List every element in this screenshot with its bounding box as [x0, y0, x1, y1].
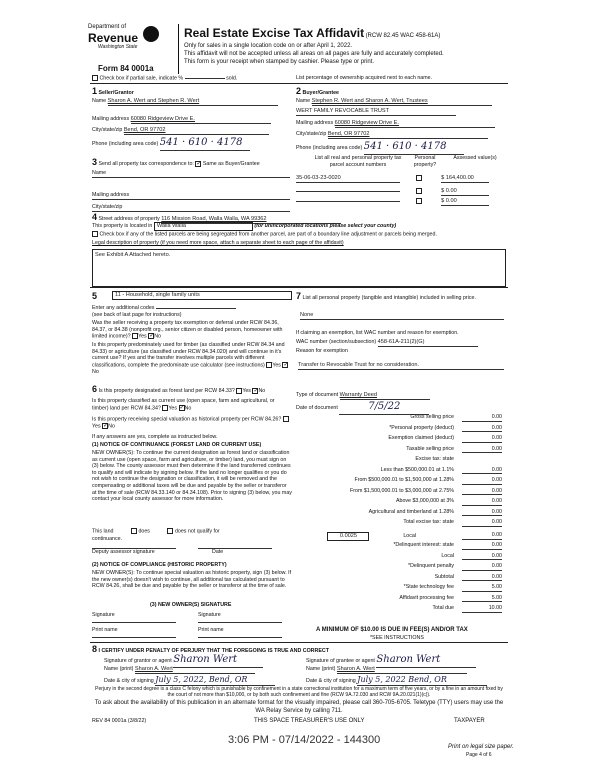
grantor-date[interactable]: July 5, 2022, Bend, OR: [155, 675, 275, 686]
partial-sale-row: [92, 75, 237, 82]
dept-line1: Department of: [88, 24, 127, 30]
grantor-name-label: Name (print): [104, 666, 134, 672]
tax-row-value[interactable]: 0.00: [462, 574, 502, 582]
buyer-mail[interactable]: 60080 Ridgeview Drive E.: [335, 120, 495, 128]
tax-row-label: *State technology fee: [403, 584, 454, 590]
parcel-header-personal: Personal property?: [413, 155, 437, 168]
notice2-title: (2) NOTICE OF COMPLIANCE (HISTORIC PROPERTY): [92, 562, 227, 568]
segregated-label: Check box if any of the listed parcels are being segregated from another parcel, are part of a boundary line adjustment or parcels being merged.: [99, 231, 437, 238]
corr-city-label: City/state/zip: [92, 204, 123, 210]
buyer-name-label: Name: [296, 98, 311, 104]
seller-city[interactable]: Bend, OR 97702: [124, 127, 269, 135]
minimum-due: A MINIMUM OF $10.00 IS DUE IN FEE(S) AND/OR TAX: [316, 627, 468, 633]
grantee-date[interactable]: July 5, 2022 Bend, OR: [357, 675, 487, 686]
no-checkbox-checked[interactable]: ✓: [103, 423, 109, 430]
buyer-name1[interactable]: Stephen R. Wert and Sharon A. Wert, Trustees: [312, 98, 492, 106]
tax-row-value[interactable]: 0.00: [462, 488, 502, 496]
tax-row-label: *Delinquent penalty: [408, 563, 454, 569]
tax-row-label: Gross selling price: [410, 414, 454, 420]
tax-row: [296, 605, 506, 616]
parcel-row: [296, 195, 506, 206]
form-title: [184, 26, 440, 41]
wac-label: WAC number (section/subsection): [296, 339, 377, 345]
no-label: No: [92, 368, 99, 375]
assessed-value[interactable]: $ 164,400.00: [441, 175, 489, 183]
no-checkbox-checked[interactable]: ✓: [179, 404, 185, 411]
q-forest: Is this property designated as forest land per RCW 84.33?: [98, 388, 235, 394]
seller-city-label: City/state/zip: [92, 127, 123, 133]
taxpayer-label: TAXPAYER: [454, 718, 485, 724]
perjury-text: Perjury in the second degree is a class C felony which is punishable by confinement in a state correctional institution for a maximum term of five years, or by a fine in an amount fixed by the court of not more than $10,000, or by both such confinement and fine (RCW 9A.72.030 and RCW 9A.20.021(1)(c)).: [95, 686, 503, 699]
seller-phone[interactable]: 541 · 610 · 4178: [160, 137, 250, 151]
located-label: This property is located in: [92, 223, 153, 229]
tax-row: [296, 595, 506, 606]
tax-row-value[interactable]: 0.00: [462, 498, 502, 506]
see-instructions: *SEE INSTRUCTIONS: [370, 635, 424, 641]
this-land: This land: [92, 528, 114, 535]
reason-label: Reason for exemption: [296, 348, 348, 354]
tax-row: [296, 584, 506, 595]
print2-label: Print name: [198, 627, 224, 633]
buyer-phone-label: Phone (including area code): [296, 145, 363, 151]
grantee-signature[interactable]: Sharon Wert: [376, 654, 476, 668]
doc-date-value[interactable]: 7/5/22: [339, 401, 429, 415]
certify-text: I CERTIFY UNDER PENALTY OF PERJURY THAT THE FOREGOING IS TRUE AND CORRECT: [98, 648, 329, 654]
assessed-value[interactable]: $ 0.00: [441, 198, 489, 206]
personal-checkbox[interactable]: [416, 175, 422, 181]
tax-row-label: *Personal property (deduct): [389, 424, 454, 431]
tax-row-label: Excise tax: state: [415, 456, 454, 462]
tax-row-label: Affidavit processing fee: [399, 594, 454, 601]
partial-label: Check box if partial sale, indicate %: [99, 75, 184, 82]
tax-row-label: Total due: [432, 605, 454, 611]
notice1-title: (1) NOTICE OF CONTINUANCE (FOREST LAND OR CURRENT USE): [92, 442, 262, 448]
notice3-title: (3) NEW OWNER(S) SIGNATURE: [150, 602, 232, 608]
tax-row: [296, 488, 506, 499]
form-number: Form 84 0001a: [98, 64, 154, 73]
tax-calculation-2: [296, 542, 506, 616]
local-rate[interactable]: 0.0025: [327, 532, 369, 541]
rcw-ref: (RCW 82.45 WAC 458-61A): [365, 33, 441, 39]
time-stamp: 3:06 PM - 07/14/2022 - 144300: [228, 734, 381, 746]
title-text: Real Estate Excise Tax Affidavit: [184, 26, 365, 40]
reason-value[interactable]: Transfer to Revocable Trust for no consideration.: [298, 362, 504, 370]
tax-row: [296, 477, 506, 488]
tax-row-label: Total excise tax: state: [403, 519, 454, 525]
tax-calculation: [296, 414, 506, 530]
parcel-number[interactable]: 35-06-03-23-0020: [296, 175, 400, 183]
does-checkbox[interactable]: [131, 528, 137, 534]
tax-row-value[interactable]: 0.00: [462, 542, 502, 550]
parcel-number[interactable]: [296, 195, 400, 202]
tax-row-label: Agricultural and timberland at 1.28%: [368, 508, 454, 515]
dept-line2: Revenue: [88, 30, 139, 45]
continuance: continuance.: [92, 536, 123, 542]
no-label: No: [154, 333, 161, 340]
buyer-phone[interactable]: 541 · 610 · 4178: [364, 141, 464, 155]
no-checkbox-checked[interactable]: ✓: [283, 361, 289, 368]
codes-note: (see back of last page for instructions): [92, 312, 182, 318]
yes-label: Yes: [92, 423, 101, 430]
tax-row-label: Taxable selling price: [406, 445, 454, 452]
seller-name[interactable]: Sharon A. Wert and Stephen R. Wert: [108, 98, 278, 106]
tax-row-label: From $1,500,000.01 to $3,000,000 at 2.75%: [350, 487, 454, 494]
partial-checkbox[interactable]: [92, 75, 98, 81]
yes-label: Yes: [242, 388, 251, 394]
tax-row-value[interactable]: 0.00: [462, 467, 502, 475]
does-label: does: [138, 528, 150, 535]
header-line1: Only for sales in a single location code on or after April 1, 2022.: [184, 43, 353, 49]
grantee-name[interactable]: Sharon A. Wert: [337, 666, 467, 674]
header-line3: This form is your receipt when stamped by cashier. Please type or print.: [184, 59, 375, 65]
tax-row-value[interactable]: 0.00: [462, 563, 502, 571]
personal-checkbox[interactable]: [416, 198, 422, 204]
tax-row-value[interactable]: 0.00: [462, 435, 502, 443]
tax-row: [296, 509, 506, 520]
tax-row: [296, 574, 506, 585]
tax-row-value[interactable]: 0.00: [462, 425, 502, 433]
parcel-number[interactable]: [296, 185, 400, 192]
seller-phone-label: Phone (including area code): [92, 141, 159, 147]
tax-row: [296, 435, 506, 446]
yes-label: Yes: [138, 333, 147, 340]
tax-row-value[interactable]: [462, 456, 502, 462]
tax-row-label: *Delinquent interest: state: [393, 542, 454, 548]
street-label: Street address of property: [98, 216, 160, 222]
parcel-header-assessed: Assessed value(s): [453, 155, 497, 161]
header-line2: This affidavit will not be accepted unless all areas on all pages are fully and accurately completed.: [184, 51, 444, 57]
tax-row: [296, 553, 506, 564]
wac-value[interactable]: 458-61A-211(2)(G): [378, 339, 478, 347]
q-exemption: Was the seller receiving a property tax exemption or deferral under RCW 84.36, 84.37, or 84.38 (nonprofit org., senior citizen or disabled person, homeowner with limited income)?: [92, 320, 283, 340]
segregated-checkbox[interactable]: [92, 231, 98, 237]
dept-line3: Washington State: [98, 43, 138, 50]
personal-property-value[interactable]: None: [300, 312, 504, 320]
grantor-signature[interactable]: Sharon Wert: [173, 654, 263, 668]
logo-swirl-icon: [143, 26, 159, 42]
grantor-sig-label: Signature of grantor or agent: [104, 658, 172, 664]
doc-type-value[interactable]: Warranty Deed: [340, 392, 430, 400]
seller-mail-label: Mailing address: [92, 116, 130, 122]
located-note: (for unincorporated locations please select your county): [254, 223, 397, 229]
tax-row-value[interactable]: 5.00: [462, 595, 502, 603]
tax-row: [296, 563, 506, 574]
legal-label: Legal description of property (if you need more space, attach a separate sheet to each page of the affidavit): [92, 240, 344, 246]
tax-row-value[interactable]: 0.00: [462, 509, 502, 517]
answers-intro: If any answers are yes, complete as instructed below.: [92, 434, 218, 440]
no-label: No: [108, 423, 115, 430]
tax-row-label: Subtotal: [434, 573, 454, 580]
tax-row: [296, 532, 506, 541]
q-timber: Is this property predominately used for timber (as classified under RCW 84.34 and 84.33) or agriculture (as classified under RCW 84.34.020) and will continue in it's current use? If yes and the transfer involves multiple parcels with different classifications, complete the predominate use calculator (see instructions): [92, 342, 285, 369]
deputy-date: Date: [212, 549, 224, 555]
sig1-label: Signature: [92, 612, 115, 618]
buyer-name2[interactable]: WERT FAMILY REVOCABLE TRUST: [296, 108, 456, 116]
no-checkbox-checked[interactable]: ✓: [149, 333, 155, 340]
tax-row: [296, 498, 506, 509]
print1-label: Print name: [92, 627, 118, 633]
yes-label: Yes: [168, 405, 178, 412]
notice1-text: NEW OWNER(S): To continue the current designation as forest land or classification as current use (open space, farm and agriculture, or timber) land, you must sign on (3) below. The county assessor must then determine if the land transferred continues to qualify and will indicate by signing below. If the land no longer qualifies or you do not wish to continue the designation or classification, it will be removed and the compensating or additional taxes will be due and payable by the seller or transferor at the time of sale (RCW 84.33.140 or 84.34.108). Prior to signing (3) below, you may contact your local county assessor for more information.: [92, 450, 292, 503]
notice2-text: NEW OWNER(S): To continue special valuation as historic property, sign (3) below. If the new owner(s) doesn't wish to continue, all additional tax calculated pursuant to RCW 84.26, shall be due and payable by the seller or transferor at the time of sale.: [92, 570, 292, 590]
seller-heading: Seller/Grantor: [98, 90, 134, 96]
no-label: No: [258, 388, 266, 394]
corr-mail-label: Mailing address: [92, 192, 130, 198]
dor-logo: [88, 24, 158, 62]
local-amount[interactable]: 0.00: [462, 532, 502, 540]
tax-row-value[interactable]: 0.00: [462, 519, 502, 527]
ownership-label: List percentage of ownership acquired next to each name.: [296, 75, 433, 81]
tax-row-label: Exemption claimed (deduct): [388, 435, 454, 441]
alternate-format: To ask about the availability of this publication in an alternate format for the visually impaired, please call 360-705-6705. Teletype (TTY) users may use the WA Relay Service by calling 711.: [94, 700, 504, 714]
corr-name-label: Name: [92, 170, 107, 176]
legal-description[interactable]: See Exhibit A Attached hereto.: [92, 249, 506, 287]
doc-type-label: Type of document: [296, 392, 339, 398]
tax-row: [296, 446, 506, 457]
buyer-heading: Buyer/Grantee: [302, 90, 340, 96]
does-not-checkbox[interactable]: [167, 528, 173, 534]
seller-name-row: [92, 98, 290, 106]
tax-row-value[interactable]: 0.00: [462, 477, 502, 485]
sig2-label: Signature: [198, 612, 221, 618]
tax-row: [296, 542, 506, 553]
deputy-signature: Deputy assessor signature: [92, 549, 155, 555]
street-address[interactable]: 116 Mission Road, Walla Walla, WA 99362: [161, 216, 341, 224]
parcel-header-list: List all real and personal property tax parcel account numbers: [314, 155, 402, 168]
tax-row-label: From $500,000.01 to $1,500,000 at 1.28%: [354, 477, 454, 483]
grantor-date-label: Date & city of signing: [104, 678, 154, 684]
tax-row: [296, 414, 506, 425]
tax-row-value[interactable]: 0.00: [462, 446, 502, 454]
land-use-select[interactable]: 11 - Household, single family units: [112, 291, 292, 300]
local-label: Local: [403, 533, 416, 539]
tax-row-value[interactable]: 0.00: [462, 553, 502, 561]
seller-name-label: Name: [92, 98, 107, 104]
parcel-row: [296, 175, 506, 183]
same-as-buyer-checkbox[interactable]: ✓: [196, 160, 202, 167]
tax-row: [296, 456, 506, 467]
tax-row-label: Local: [441, 552, 454, 559]
tax-row-value[interactable]: 5.00: [462, 584, 502, 592]
buyer-city[interactable]: Bend, OR 97702: [328, 131, 488, 139]
tax-row: [296, 519, 506, 530]
page-number: Page 4 of 6: [466, 752, 492, 758]
same-as-buyer-label: Same as Buyer/Grantee: [202, 161, 260, 167]
treasurer-label: THIS SPACE TREASURER'S USE ONLY: [254, 718, 365, 724]
legal-paper-note: Print on legal size paper.: [448, 744, 514, 750]
seller-mail[interactable]: 60080 Ridgeview Drive E.: [131, 116, 271, 124]
tax-row-value[interactable]: 10.00: [462, 605, 502, 613]
no-checkbox-checked[interactable]: ✓: [253, 387, 259, 394]
grantor-name[interactable]: Sharon A. Wert: [135, 666, 255, 674]
county-select[interactable]: Walla Walla: [154, 222, 253, 231]
yes-label: Yes: [272, 362, 281, 369]
q-historic: Is this property receiving special valuation as historical property per RCW 84.26?: [92, 416, 282, 423]
does-not-label: does not qualify for: [174, 528, 220, 535]
grantee-date-label: Date & city of signing: [306, 678, 356, 684]
no-label: No: [184, 405, 192, 412]
tax-row-label: Less than $500,000.01 at 1.1%: [380, 466, 454, 473]
personal-checkbox[interactable]: [416, 188, 422, 194]
grantee-name-label: Name (print): [306, 666, 336, 672]
tax-row-value[interactable]: 0.00: [462, 414, 502, 422]
exempt-label: If claiming an exemption, list WAC number and reason for exemption.: [296, 330, 459, 336]
doc-date-label: Date of document: [296, 405, 338, 411]
rev-number: REV 84 0001a (3/8/22): [92, 718, 147, 724]
grantee-sig-label: Signature of grantee or agent: [306, 658, 375, 664]
tax-row: [296, 425, 506, 436]
yes-checkbox[interactable]: [283, 416, 289, 422]
partial-sold: sold.: [226, 75, 238, 82]
tax-row: [296, 467, 506, 478]
buyer-mail-label: Mailing address: [296, 120, 334, 126]
q-current-use: Is this property classified as current use (open space, farm and agricultural, or timber) land per RCW 84.34?: [92, 398, 275, 412]
codes-label: Enter any additional codes: [92, 305, 155, 311]
assessed-value[interactable]: $ 0.00: [441, 188, 489, 196]
correspondence-label: Send all property tax correspondence to:: [98, 161, 194, 167]
buyer-city-label: City/state/zip: [296, 131, 327, 137]
personal-property-label: List all personal property (tangible and intangible) included in selling price.: [302, 295, 476, 301]
tax-row-label: Above $3,000,000 at 3%: [395, 498, 454, 504]
